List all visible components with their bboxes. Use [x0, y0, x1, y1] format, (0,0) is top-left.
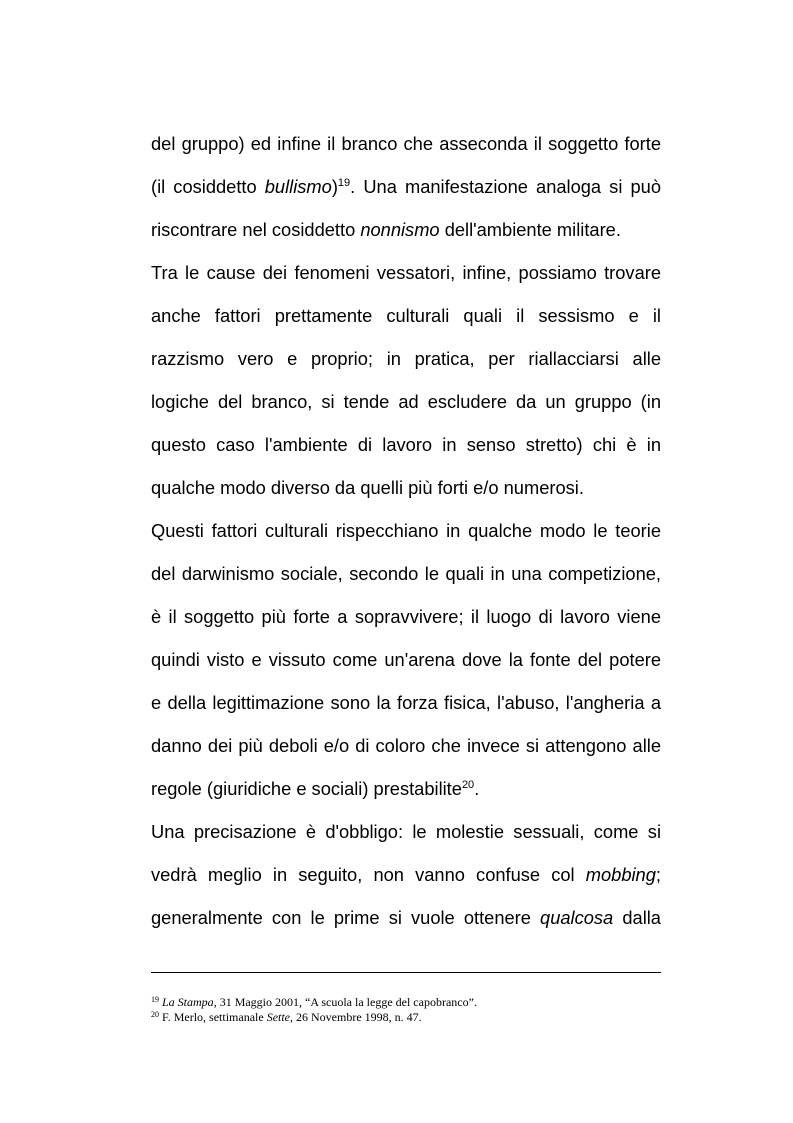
text-line: Una precisazione è d'obbligo: le molestie sessuali, come si: [151, 821, 661, 842]
text-span: ): [331, 176, 338, 197]
text-span: del gruppo) ed infine il branco che asseconda il soggetto forte: [151, 133, 661, 154]
footnote-19: [151, 995, 661, 1010]
text-span: dalla: [613, 907, 661, 928]
text-line: Questi fattori culturali rispecchiano in qualche modo le teorie: [151, 520, 661, 541]
text-line: anche fattori prettamente culturali quali il sessismo e il: [151, 305, 661, 326]
text-span: vedrà meglio in seguito, non vanno confuse col: [151, 864, 586, 885]
text-line: [151, 853, 661, 896]
footnote-20: [151, 1010, 661, 1025]
text-span: (il cosiddetto: [151, 176, 265, 197]
text-span: regole (giuridiche e sociali) prestabilite: [151, 778, 462, 799]
text-line: è il soggetto più forte a sopravvivere; il luogo di lavoro viene: [151, 606, 661, 627]
text-line: Tra le cause dei fenomeni vessatori, infine, possiamo trovare: [151, 262, 661, 283]
text-line: questo caso l'ambiente di lavoro in senso stretto) chi è in: [151, 434, 661, 455]
footnote-text: , 31 Maggio 2001, “A scuola la legge del capobranco”.: [213, 995, 477, 1009]
footnote-ref-20[interactable]: 20: [461, 779, 475, 791]
text-line: [151, 122, 661, 165]
italic-term: nonnismo: [360, 219, 440, 240]
footnote-text: , 26 Novembre 1998, n. 47.: [290, 1010, 422, 1024]
text-line: logiche del branco, si tende ad escludere da un gruppo (in: [151, 391, 661, 412]
footnote-source: Sette: [266, 1010, 291, 1024]
footnote-text: F. Merlo, settimanale: [159, 1010, 267, 1024]
footnote-ref-19[interactable]: 19: [337, 177, 351, 189]
text-line: razzismo vero e proprio; in pratica, per riallacciarsi alle: [151, 348, 661, 369]
text-line: [151, 208, 661, 251]
italic-term: qualcosa: [540, 907, 614, 928]
footnote-source: La Stampa: [162, 995, 214, 1009]
text-span: dell'ambiente militare.: [439, 219, 621, 240]
text-line: del darwinismo sociale, secondo le quali in una competizione,: [151, 563, 661, 584]
footnote-number: 20: [151, 1010, 159, 1019]
italic-term: mobbing: [585, 864, 656, 885]
text-span: generalmente con le prime si vuole ottenere: [151, 907, 541, 928]
text-line: [151, 767, 661, 810]
footnote-separator: [151, 972, 661, 973]
text-span: ;: [655, 864, 661, 885]
text-line: e della legittimazione sono la forza fisica, l'abuso, l'angheria a: [151, 692, 661, 713]
text-line: qualche modo diverso da quelli più forti e/o numerosi.: [151, 477, 584, 498]
text-span: .: [474, 778, 480, 799]
footnotes: [151, 995, 661, 1025]
text-span: . Una manifestazione analoga si può: [350, 176, 661, 197]
text-line: quindi visto e vissuto come un'arena dove la fonte del potere: [151, 649, 661, 670]
text-span: riscontrare nel cosiddetto: [151, 219, 361, 240]
italic-term: bullismo: [264, 176, 332, 197]
body-text: [151, 122, 661, 939]
text-line: [151, 896, 661, 939]
text-line: danno dei più deboli e/o di coloro che invece si attengono alle: [151, 735, 661, 756]
text-line: [151, 165, 661, 208]
footnote-number: 19: [151, 995, 159, 1004]
